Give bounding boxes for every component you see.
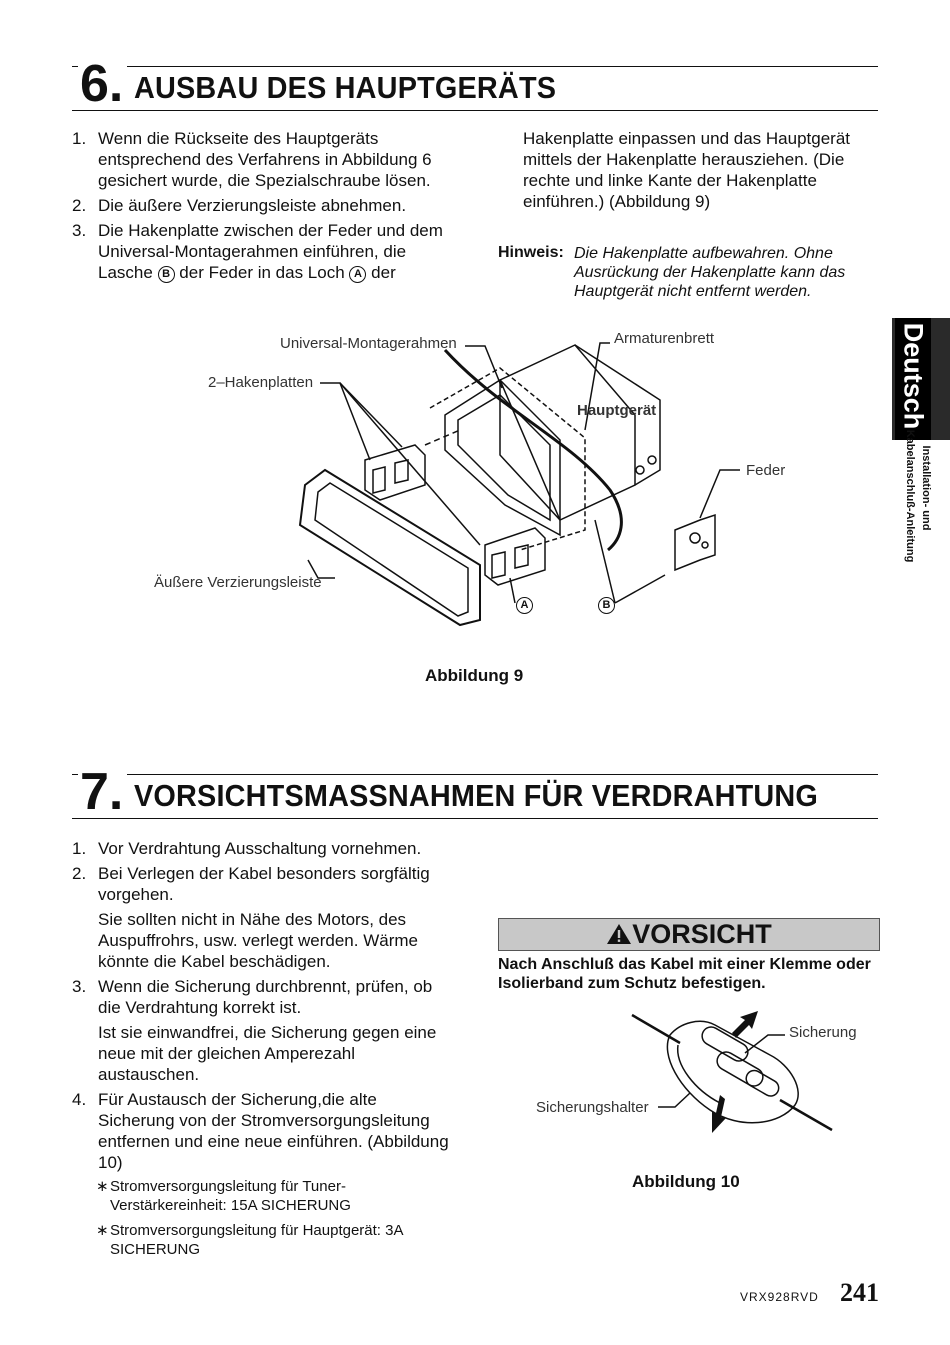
section-number: 7. (78, 766, 127, 818)
step-text: Vor Verdrahtung Ausschaltung vornehmen. (98, 839, 422, 858)
step-text: der Feder in das Loch (179, 263, 345, 282)
caution-text: Nach Anschluß das Kabel mit einer Klemme oder Isolierband zum Schutz befestigen. (498, 956, 871, 992)
header-bottom-rule (72, 110, 878, 111)
list-item (72, 863, 457, 972)
warning-triangle-icon (606, 923, 632, 945)
step-number: 4. (72, 1090, 87, 1109)
step-text: Bei Verlegen der Kabel besonders sorgfältig vorgehen. (98, 864, 430, 904)
front-panel-inner (458, 395, 550, 520)
step-text: Wenn die Rückseite des Hauptgeräts entsprechend des Verfahrens in Abbildung 6 gesichert wurde, die Spezialschraube lösen. (98, 129, 432, 190)
list-item (72, 220, 462, 283)
label-hook-plates: 2–Hakenplatten (208, 374, 314, 391)
fuse-bullets (98, 1177, 457, 1259)
caution-title-row (499, 920, 879, 949)
list-item (98, 1177, 457, 1215)
label-main-unit: Hauptgerät (577, 402, 657, 419)
step-number: 3. (72, 221, 87, 240)
section-title: AUSBAU DES HAUPTGERÄTS (134, 70, 557, 105)
section-7-header (72, 763, 878, 821)
bullet-text: Stromversorgungsleitung für Tuner-Verstärkereinheit: 15A SICHERUNG (110, 1178, 351, 1214)
header-top-rule (72, 66, 878, 67)
step-subtext: Sie sollten nicht in Nähe des Motors, des Auspuffrohrs, usw. verlegt werden. Wärme könnte die Kabel beschädigen. (98, 910, 418, 971)
bullet-text: Stromversorgungsleitung für Hauptgerät: 3A SICHERUNG (110, 1222, 403, 1258)
caution-banner (498, 918, 880, 951)
label-dashboard: Armaturenbrett (614, 330, 715, 347)
step-number: 2. (72, 196, 87, 215)
section-6-header (72, 55, 878, 113)
model-number: VRX928RVD (740, 1290, 819, 1304)
list-item (98, 1221, 457, 1259)
section-7-steps (72, 838, 457, 1265)
list-item (72, 128, 462, 191)
list-item (72, 976, 457, 1085)
caution-title: VORSICHT (632, 919, 772, 949)
chapter-label-line2: Kabelanschluß-Anleitung (904, 429, 916, 563)
mark-a-badge: A (516, 597, 533, 614)
figure-10-caption: Abbildung 10 (632, 1172, 740, 1191)
label-spring: Feder (746, 462, 786, 479)
arrow-up-icon (732, 1011, 758, 1038)
mark-a-badge: A (349, 266, 366, 283)
bullet-mark: ∗ (96, 1222, 109, 1239)
label-outer-trim: Äußere Verzierungsleiste (154, 574, 322, 591)
section-number: 6. (78, 58, 127, 110)
step-number: 3. (72, 977, 87, 996)
page-number: 241 (840, 1278, 879, 1307)
bullet-mark: ∗ (96, 1178, 109, 1195)
fuse-holder (667, 1021, 798, 1122)
chapter-tab (892, 429, 950, 568)
note-label: Hinweis: (498, 244, 564, 261)
label-universal-frame: Universal-Montagerahmen (280, 335, 457, 352)
note-text: Die Hakenplatte aufbewahren. Ohne Ausrückung der Hakenplatte kann das Hauptgerät nicht entfernt werden. (574, 245, 846, 300)
cable (632, 1015, 680, 1043)
mark-b-badge: B (598, 597, 615, 614)
section-title: VORSICHTSMASSNAHMEN FÜR VERDRAHTUNG (134, 778, 819, 813)
header-bottom-rule (72, 818, 878, 819)
step-text: Die äußere Verzierungsleiste abnehmen. (98, 196, 407, 215)
outer-trim (300, 470, 480, 625)
list-item (72, 1089, 457, 1173)
list-item (72, 838, 457, 859)
section-6-continued: Hakenplatte einpassen und das Hauptgerät mittels der Hakenplatte herausziehen. (Die rechte und linke Kante der Hakenplatte einführen.) (Abbildung 9) (523, 129, 851, 211)
list-item (72, 195, 462, 216)
step-number: 1. (72, 839, 87, 858)
step-text: Für Austausch der Sicherung,die alte Sicherung von der Stromversorgungsleitung entfernen und eine neue einführen. (Abbildung 10) (98, 1090, 449, 1172)
language-side-tab (892, 318, 950, 568)
figure-9-caption: Abbildung 9 (425, 666, 524, 685)
step-text: der (371, 263, 396, 282)
label-fuse-holder: Sicherungshalter (536, 1099, 649, 1116)
step-text: Die Hakenplatte zwischen der Feder und dem Universal-Montagerahmen einführen, die Lasche (98, 221, 443, 282)
arrow-down-icon (712, 1095, 726, 1133)
step-text: Wenn die Sicherung durchbrennt, prüfen, ob die Verdrahtung korrekt ist. (98, 977, 433, 1017)
language-label: Deutsch (898, 322, 929, 430)
step-number: 1. (72, 129, 87, 148)
step-number: 2. (72, 864, 87, 883)
step-subtext: Ist sie einwandfrei, die Sicherung gegen eine neue mit der gleichen Amperezahl austauschen. (98, 1023, 437, 1084)
mark-b-badge: B (158, 266, 175, 283)
mounting-sleeve (430, 368, 585, 550)
section-6-steps (72, 128, 462, 287)
header-top-rule (72, 774, 878, 775)
label-fuse: Sicherung (789, 1024, 857, 1041)
chapter-label-line1: Installation- und (920, 445, 932, 531)
language-tab (895, 318, 931, 440)
